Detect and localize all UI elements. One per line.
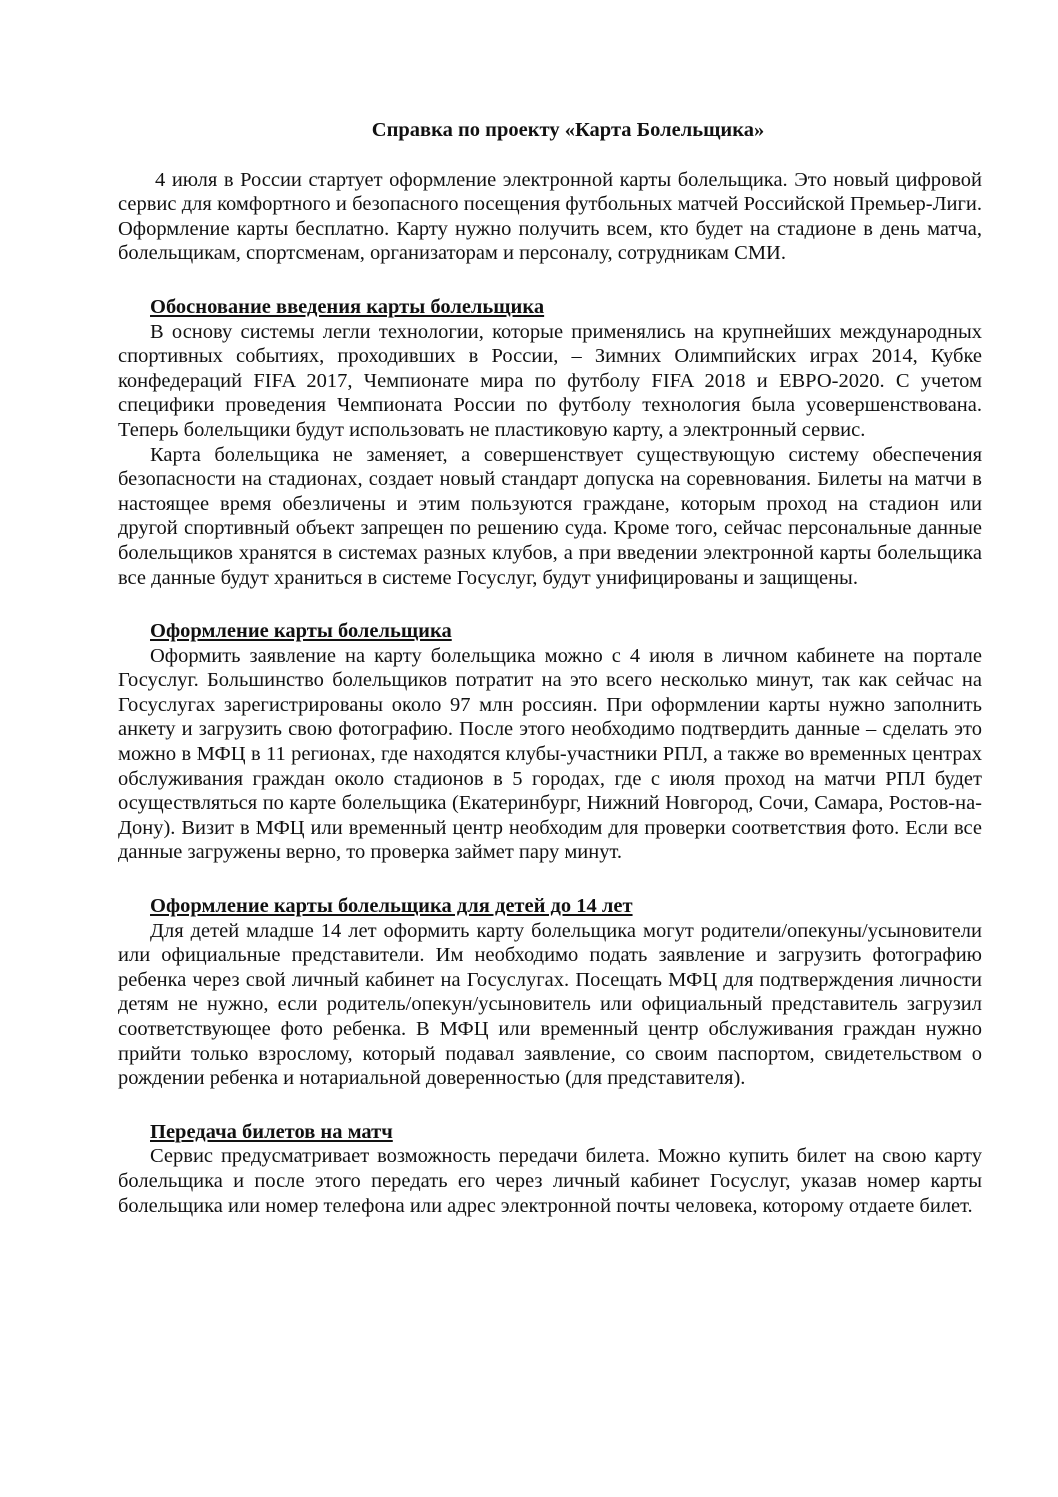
section-ticket-transfer [118,1120,982,1218]
section-paragraph: Оформить заявление на карту болельщика можно с 4 июля в личном кабинете на портале Госуслуг. Большинство болельщиков потратит на это всего несколько минут, так как сейчас на Госуслугах зарегистрированы около 97 млн россиян. При оформлении карты нужно заполнить анкету и загрузить свою фотографию. После этого необходимо подтвердить данные – сделать это можно в МФЦ в 11 регионах, где находятся клубы-участники РПЛ, а также во временных центрах обслуживания граждан около стадионов в 5 городах, где с июля проход на матчи РПЛ будет осуществляться по карте болельщика (Екатеринбург, Нижний Новгород, Сочи, Самара, Ростов-на-Дону). Визит в МФЦ или временный центр необходим для проверки соответствия фото. Если все данные загружены верно, то проверка займет пару минут. [118,644,982,864]
intro-paragraph: 4 июля в России стартует оформление электронной карты болельщика. Это новый цифровой сервис для комфортного и безопасного посещения футбольных матчей Российской Премьер-Лиги. Оформление карты бесплатно. Карту нужно получить всем, кто будет на стадионе в день матча, болельщикам, спортсменам, организаторам и персоналу, сотрудникам СМИ. [118,168,982,265]
section-heading: Передача билетов на матч [150,1120,393,1143]
section-justification [118,295,982,590]
section-heading: Обоснование введения карты болельщика [150,295,545,318]
section-paragraph: Карта болельщика не заменяет, а совершенствует существующую систему обеспечения безопасности на стадионах, создает новый стандарт допуска на соревнования. Билеты на матчи в настоящее время обезличены и этим пользуются граждане, которым проход на стадион или другой спортивный объект запрещен по решению суда. Кроме того, сейчас персональные данные болельщиков хранятся в системах разных клубов, а при введении электронной карты болельщика все данные будут храниться в системе Госуслуг, будут унифицированы и защищены. [118,443,982,589]
document-body [118,118,982,1218]
section-paragraph: В основу системы легли технологии, которые применялись на крупнейших международных спортивных событиях, проходивших в России, – Зимних Олимпийских играх 2014, Кубке конфедераций FIFA 2017, Чемпионате мира по футболу FIFA 2018 и ЕВРО-2020. С учетом специфики проведения Чемпионата России по футболу технология была усовершенствована. Теперь болельщики будут использовать не пластиковую карту, а электронный сервис. [118,320,982,441]
section-paragraph: Для детей младше 14 лет оформить карту болельщика могут родители/опекуны/усыновители или официальные представители. Им необходимо подать заявление и загрузить фотографию ребенка через свой личный кабинет на Госуслугах. Посещать МФЦ для подтверждения личности детям не нужно, если родитель/опекун/усыновитель или официальный представитель загрузил соответствующее фото ребенка. В МФЦ или временный центр обслуживания граждан нужно прийти только взрослому, который подавал заявление, со своим паспортом, свидетельством о рождении ребенка и нотариальной доверенностью (для представителя). [118,919,982,1090]
document-title: Справка по проекту «Карта Болельщика» [371,119,765,141]
section-paragraph: Сервис предусматривает возможность передачи билета. Можно купить билет на свою карту болельщика и после этого передать его через личный кабинет Госуслуг, указав номер карты болельщика или номер телефона или адрес электронной почты человека, которому отдаете билет. [118,1145,982,1217]
section-heading: Оформление карты болельщика для детей до 14 лет [150,895,633,918]
section-children [118,894,982,1091]
section-heading: Оформление карты болельщика [150,620,452,643]
section-registration [118,619,982,865]
